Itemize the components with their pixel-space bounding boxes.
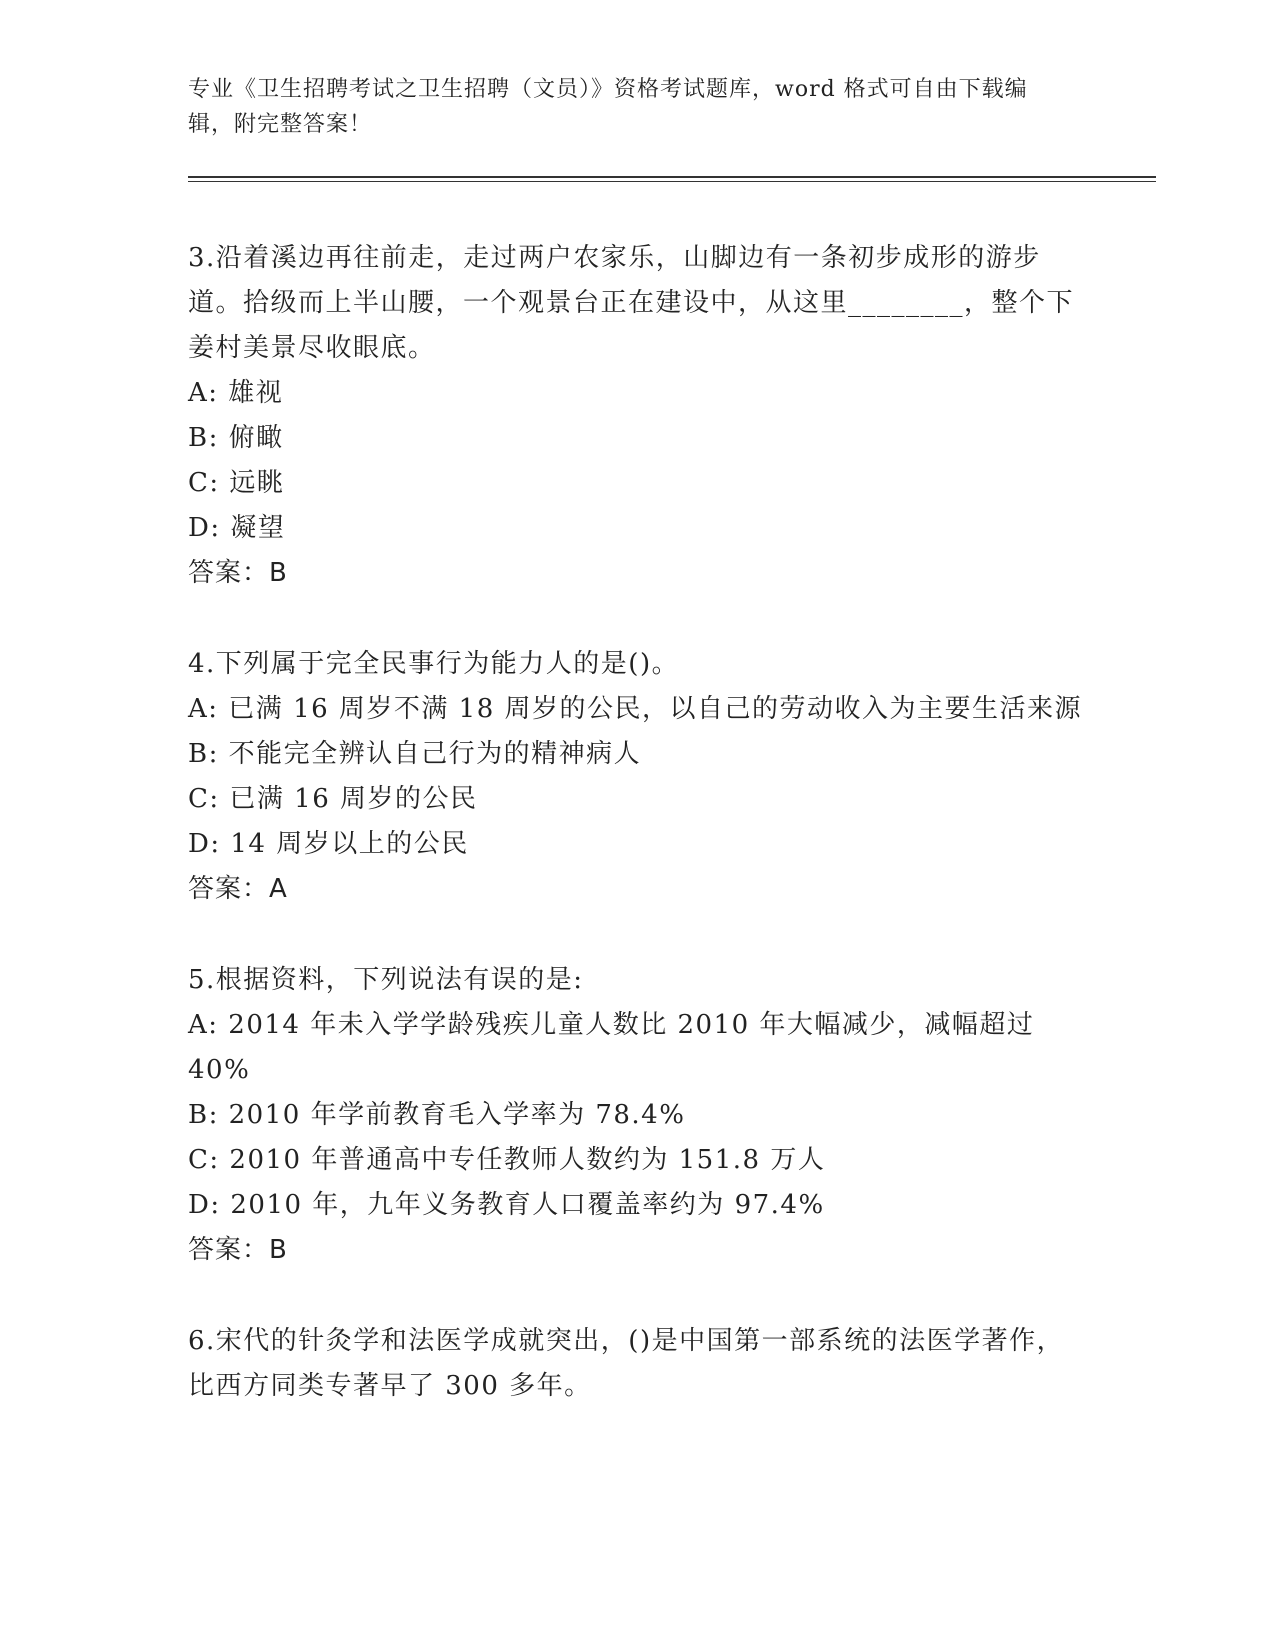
document-header: 专业《卫生招聘考试之卫生招聘（文员）》资格考试题库，word 格式可自由下载编辑，附完整答案！ [188, 77, 1028, 137]
option-d: D: 2010 年，九年义务教育人口覆盖率约为 97.4% [188, 1190, 825, 1220]
option-d: D: 14 周岁以上的公民 [188, 829, 469, 859]
answer-label: 答案：B [188, 558, 288, 588]
answer-label: 答案：B [188, 1235, 288, 1265]
option-b: B: 2010 年学前教育毛入学率为 78.4% [188, 1100, 686, 1130]
question-6 [188, 1319, 1088, 1409]
option-c: C: 远眺 [188, 468, 285, 498]
option-c: C: 已满 16 周岁的公民 [188, 784, 478, 814]
question-list [188, 236, 1088, 1455]
option-a: A: 雄视 [188, 378, 284, 408]
question-stem: 3.沿着溪边再往前走，走过两户农家乐，山脚边有一条初步成形的游步道。拾级而上半山腰，一个观景台正在建设中，从这里________，整个下姜村美景尽收眼底。 [188, 243, 1075, 363]
option-a: A: 已满 16 周岁不满 18 周岁的公民，以自己的劳动收入为主要生活来源 [188, 694, 1083, 724]
option-b: B: 俯瞰 [188, 423, 284, 453]
question-5 [188, 958, 1088, 1273]
question-stem: 4.下列属于完全民事行为能力人的是()。 [188, 649, 680, 679]
answer-label: 答案：A [188, 874, 288, 904]
option-b: B: 不能完全辨认自己行为的精神病人 [188, 739, 642, 769]
header-divider-thin [188, 181, 1156, 182]
header-divider [188, 176, 1156, 178]
question-stem: 6.宋代的针灸学和法医学成就突出，()是中国第一部系统的法医学著作，比西方同类专著早了 300 多年。 [188, 1326, 1065, 1401]
question-4 [188, 642, 1088, 912]
question-3 [188, 236, 1088, 596]
option-d: D: 凝望 [188, 513, 286, 543]
question-stem: 5.根据资料，下列说法有误的是: [188, 965, 584, 995]
option-c: C: 2010 年普通高中专任教师人数约为 151.8 万人 [188, 1145, 826, 1175]
option-a: A: 2014 年未入学学龄残疾儿童人数比 2010 年大幅减少，减幅超过 40% [188, 1010, 1045, 1085]
